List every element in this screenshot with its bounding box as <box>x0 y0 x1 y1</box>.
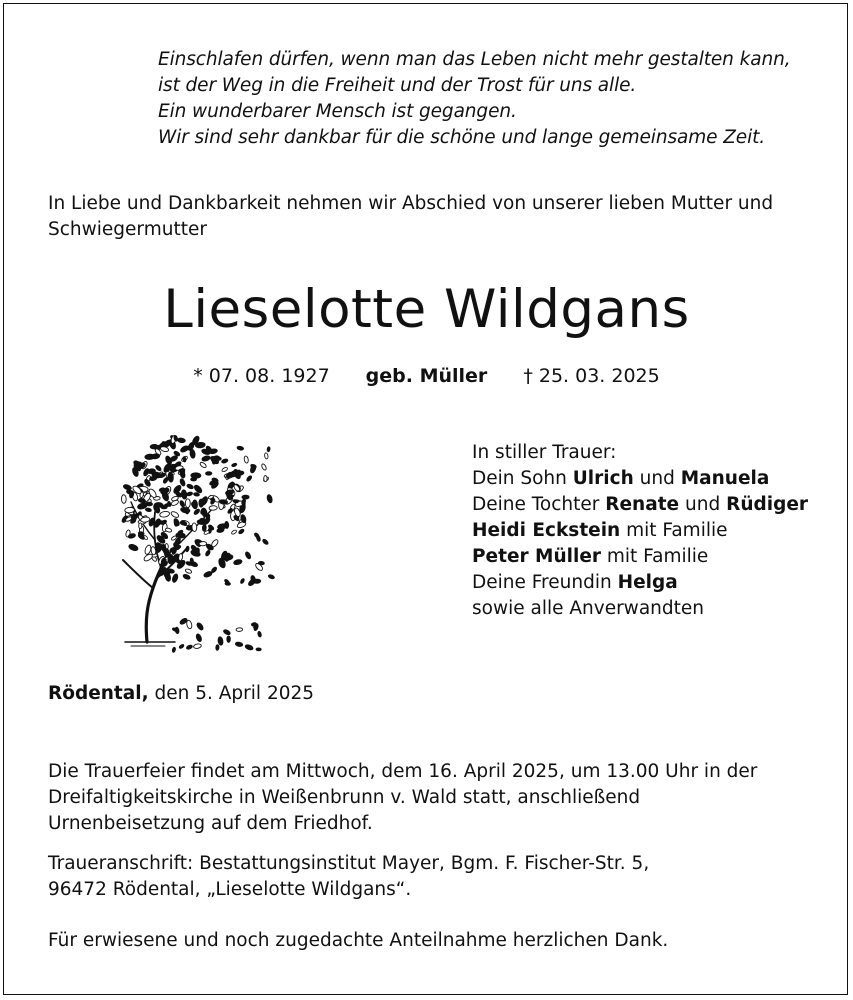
date: den 5. April 2025 <box>154 683 315 704</box>
place-date <box>48 681 314 707</box>
poem-line: Ein wunderbarer Mensch ist gegangen. <box>158 101 517 122</box>
mourner-line: Peter Müller mit Familie <box>472 546 709 567</box>
mourner-name: Ulrich <box>572 468 634 489</box>
address-line: 96472 Rödental, „Lieselotte Wildgans“. <box>48 879 412 900</box>
mourner-line: Dein Sohn Ulrich und Manuela <box>472 468 770 489</box>
place: Rödental, <box>48 683 149 704</box>
mourner-name: Renate <box>605 494 680 515</box>
life-dates <box>0 363 853 389</box>
mourner-line: Deine Freundin Helga <box>472 572 678 593</box>
windblown-tree-icon <box>95 420 275 655</box>
mourner-name: Manuela <box>680 468 770 489</box>
service-line: Urnenbeisetzung auf dem Friedhof. <box>48 813 373 834</box>
mourner-line: sowie alle Anverwandten <box>472 598 704 619</box>
mourner-name: Heidi Eckstein <box>472 520 621 541</box>
address-line: Traueranschrift: Bestattungsinstitut Mayer, Bgm. F. Fischer-Str. 5, <box>48 853 650 874</box>
service-info <box>48 759 757 837</box>
mourners-list <box>472 440 808 622</box>
mourner-line: Heidi Eckstein mit Familie <box>472 520 728 541</box>
poem-line: Einschlafen dürfen, wenn man das Leben nicht mehr gestalten kann, <box>158 49 791 70</box>
deceased-name: Lieselotte Wildgans <box>163 279 690 340</box>
maiden-name: geb. Müller <box>365 365 488 387</box>
poem-line: Wir sind sehr dankbar für die schöne und lange gemeinsame Zeit. <box>158 127 766 148</box>
intro-line: Schwiegermutter <box>48 219 207 240</box>
mourning-address <box>48 851 649 903</box>
intro-line: In Liebe und Dankbarkeit nehmen wir Abschied von unserer lieben Mutter und <box>48 193 774 214</box>
mourner-line: Deine Tochter Renate und Rüdiger <box>472 494 809 515</box>
mourner-name: Peter Müller <box>472 546 601 567</box>
birth-date: * 07. 08. 1927 <box>193 365 330 387</box>
death-date: † 25. 03. 2025 <box>523 365 660 387</box>
mourner-name: Helga <box>617 572 678 593</box>
service-line: Die Trauerfeier findet am Mittwoch, dem 16. April 2025, um 13.00 Uhr in der <box>48 761 758 782</box>
intro-text <box>48 191 773 243</box>
poem-line: ist der Weg in die Freiheit und der Trost für uns alle. <box>158 75 637 96</box>
mourner-name: Rüdiger <box>726 494 809 515</box>
mourners-heading: In stiller Trauer: <box>472 442 617 463</box>
thanks-text: Für erwiesene und noch zugedachte Anteilnahme herzlichen Dank. <box>48 930 669 951</box>
poem <box>158 47 790 151</box>
service-line: Dreifaltigkeitskirche in Weißenbrunn v. Wald statt, anschließend <box>48 787 641 808</box>
